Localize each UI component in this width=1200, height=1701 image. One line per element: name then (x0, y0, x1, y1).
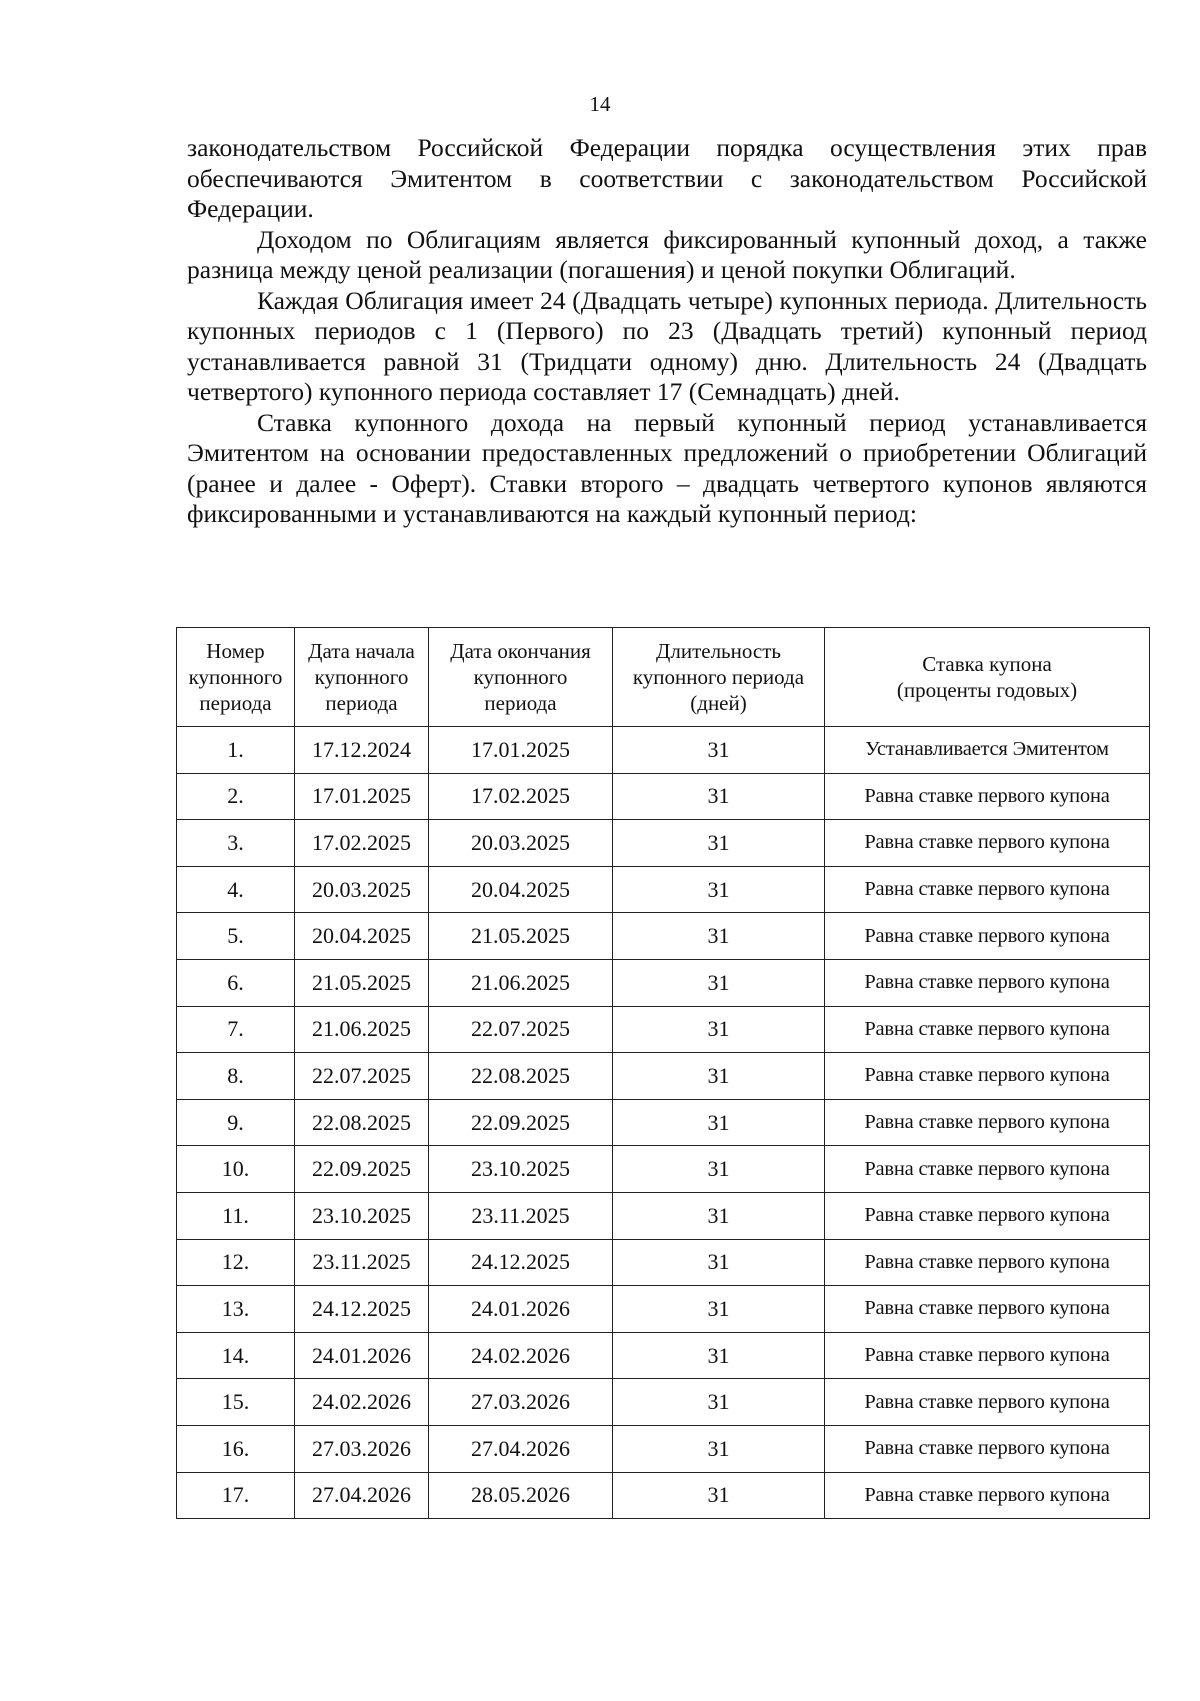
cell-end-date: 17.01.2025 (429, 727, 613, 774)
cell-coupon-rate: Равна ставке первого купона (825, 1425, 1150, 1472)
table-row (177, 1472, 1150, 1519)
cell-duration-days: 31 (613, 1099, 825, 1146)
cell-coupon-number: 6. (177, 959, 295, 1006)
cell-coupon-number: 7. (177, 1006, 295, 1053)
header-start-date: Дата начала купонного периода (295, 628, 429, 727)
cell-duration-days: 31 (613, 1425, 825, 1472)
cell-coupon-number: 17. (177, 1472, 295, 1519)
table-row (177, 1146, 1150, 1193)
cell-coupon-rate: Равна ставке первого купона (825, 820, 1150, 867)
cell-coupon-number: 2. (177, 773, 295, 820)
cell-coupon-number: 15. (177, 1379, 295, 1426)
cell-coupon-rate: Равна ставке первого купона (825, 1379, 1150, 1426)
header-coupon-rate: Ставка купона (проценты годовых) (825, 628, 1150, 727)
paragraph-income: Доходом по Облигациям является фиксированный купонный доход, а также разница между ценой реализации (погашения) и ценой покупки Облигаций. (187, 224, 1147, 284)
cell-start-date: 20.03.2025 (295, 866, 429, 913)
cell-coupon-number: 11. (177, 1192, 295, 1239)
cell-coupon-number: 12. (177, 1239, 295, 1286)
cell-coupon-rate: Равна ставке первого купона (825, 1099, 1150, 1146)
cell-end-date: 28.05.2026 (429, 1472, 613, 1519)
cell-coupon-rate: Равна ставке первого купона (825, 1472, 1150, 1519)
table-row (177, 1332, 1150, 1379)
table-row (177, 1379, 1150, 1426)
cell-coupon-number: 16. (177, 1425, 295, 1472)
cell-coupon-rate: Равна ставке первого купона (825, 1192, 1150, 1239)
cell-end-date: 22.08.2025 (429, 1053, 613, 1100)
paragraph-coupon-rate: Ставка купонного дохода на первый купонный период устанавливается Эмитентом на основании предоставленных предложений о приобретении Облигаций (ранее и далее - Оферт). Ставки второго – двадцать четвертого купонов являются фиксированными и устанавливаются на каждый купонный период: (187, 407, 1147, 528)
cell-end-date: 23.11.2025 (429, 1192, 613, 1239)
cell-duration-days: 31 (613, 1286, 825, 1333)
coupon-schedule-table (176, 627, 1150, 1519)
header-duration: Длительность купонного периода (дней) (613, 628, 825, 727)
coupon-rows (177, 727, 1150, 1519)
cell-end-date: 21.06.2025 (429, 959, 613, 1006)
cell-start-date: 22.08.2025 (295, 1099, 429, 1146)
cell-duration-days: 31 (613, 727, 825, 774)
header-coupon-number: Номер купонного периода (177, 628, 295, 727)
cell-end-date: 24.12.2025 (429, 1239, 613, 1286)
paragraph-coupon-periods: Каждая Облигация имеет 24 (Двадцать четыре) купонных периода. Длительность купонных периодов с 1 (Первого) по 23 (Двадцать третий) купонный период устанавливается равной 31 (Тридцати одному) дню. Длительность 24 (Двадцать четвертого) купонного периода составляет 17 (Семнадцать) дней. (187, 285, 1147, 406)
cell-start-date: 21.05.2025 (295, 959, 429, 1006)
table-row (177, 913, 1150, 960)
cell-end-date: 21.05.2025 (429, 913, 613, 960)
table-row (177, 1099, 1150, 1146)
cell-end-date: 22.09.2025 (429, 1099, 613, 1146)
table-header-row (177, 628, 1150, 727)
page-number: 14 (589, 92, 611, 116)
cell-coupon-number: 8. (177, 1053, 295, 1100)
cell-duration-days: 31 (613, 1332, 825, 1379)
table-row (177, 1192, 1150, 1239)
table-row (177, 1286, 1150, 1333)
cell-coupon-rate: Равна ставке первого купона (825, 959, 1150, 1006)
cell-coupon-number: 13. (177, 1286, 295, 1333)
cell-duration-days: 31 (613, 1146, 825, 1193)
cell-coupon-rate: Устанавливается Эмитентом (825, 727, 1150, 774)
cell-duration-days: 31 (613, 1472, 825, 1519)
cell-duration-days: 31 (613, 959, 825, 1006)
cell-duration-days: 31 (613, 773, 825, 820)
cell-coupon-rate: Равна ставке первого купона (825, 1286, 1150, 1333)
cell-coupon-number: 14. (177, 1332, 295, 1379)
cell-start-date: 20.04.2025 (295, 913, 429, 960)
cell-duration-days: 31 (613, 820, 825, 867)
cell-start-date: 24.01.2026 (295, 1332, 429, 1379)
cell-start-date: 17.02.2025 (295, 820, 429, 867)
cell-duration-days: 31 (613, 1379, 825, 1426)
cell-end-date: 17.02.2025 (429, 773, 613, 820)
cell-start-date: 27.03.2026 (295, 1425, 429, 1472)
paragraph-rights: законодательством Российской Федерации порядка осуществления этих прав обеспечиваются Эмитентом в соответствии с законодательством Российской Федерации. (187, 133, 1147, 223)
cell-end-date: 24.02.2026 (429, 1332, 613, 1379)
cell-duration-days: 31 (613, 1006, 825, 1053)
table-row (177, 727, 1150, 774)
cell-start-date: 22.07.2025 (295, 1053, 429, 1100)
cell-coupon-rate: Равна ставке первого купона (825, 913, 1150, 960)
cell-coupon-number: 10. (177, 1146, 295, 1193)
cell-duration-days: 31 (613, 1192, 825, 1239)
cell-start-date: 27.04.2026 (295, 1472, 429, 1519)
cell-start-date: 23.10.2025 (295, 1192, 429, 1239)
cell-coupon-number: 9. (177, 1099, 295, 1146)
cell-end-date: 23.10.2025 (429, 1146, 613, 1193)
cell-coupon-number: 3. (177, 820, 295, 867)
table-row (177, 959, 1150, 1006)
cell-end-date: 20.03.2025 (429, 820, 613, 867)
body-text (187, 133, 1147, 530)
cell-coupon-rate: Равна ставке первого купона (825, 1332, 1150, 1379)
table-row (177, 820, 1150, 867)
cell-coupon-rate: Равна ставке первого купона (825, 1053, 1150, 1100)
cell-start-date: 17.01.2025 (295, 773, 429, 820)
cell-end-date: 27.03.2026 (429, 1379, 613, 1426)
table-row (177, 773, 1150, 820)
header-end-date: Дата окончания купонного периода (429, 628, 613, 727)
cell-duration-days: 31 (613, 1239, 825, 1286)
cell-duration-days: 31 (613, 1053, 825, 1100)
cell-start-date: 23.11.2025 (295, 1239, 429, 1286)
cell-end-date: 20.04.2025 (429, 866, 613, 913)
table-row (177, 866, 1150, 913)
table-row (177, 1053, 1150, 1100)
cell-coupon-number: 1. (177, 727, 295, 774)
cell-duration-days: 31 (613, 913, 825, 960)
table-row (177, 1239, 1150, 1286)
cell-start-date: 24.02.2026 (295, 1379, 429, 1426)
cell-end-date: 27.04.2026 (429, 1425, 613, 1472)
cell-start-date: 22.09.2025 (295, 1146, 429, 1193)
cell-duration-days: 31 (613, 866, 825, 913)
cell-start-date: 21.06.2025 (295, 1006, 429, 1053)
cell-end-date: 24.01.2026 (429, 1286, 613, 1333)
cell-coupon-rate: Равна ставке первого купона (825, 1239, 1150, 1286)
cell-coupon-rate: Равна ставке первого купона (825, 773, 1150, 820)
table-row (177, 1006, 1150, 1053)
cell-start-date: 24.12.2025 (295, 1286, 429, 1333)
cell-coupon-number: 5. (177, 913, 295, 960)
cell-coupon-rate: Равна ставке первого купона (825, 1146, 1150, 1193)
cell-coupon-number: 4. (177, 866, 295, 913)
cell-start-date: 17.12.2024 (295, 727, 429, 774)
cell-end-date: 22.07.2025 (429, 1006, 613, 1053)
table-row (177, 1425, 1150, 1472)
cell-coupon-rate: Равна ставке первого купона (825, 866, 1150, 913)
cell-coupon-rate: Равна ставке первого купона (825, 1006, 1150, 1053)
